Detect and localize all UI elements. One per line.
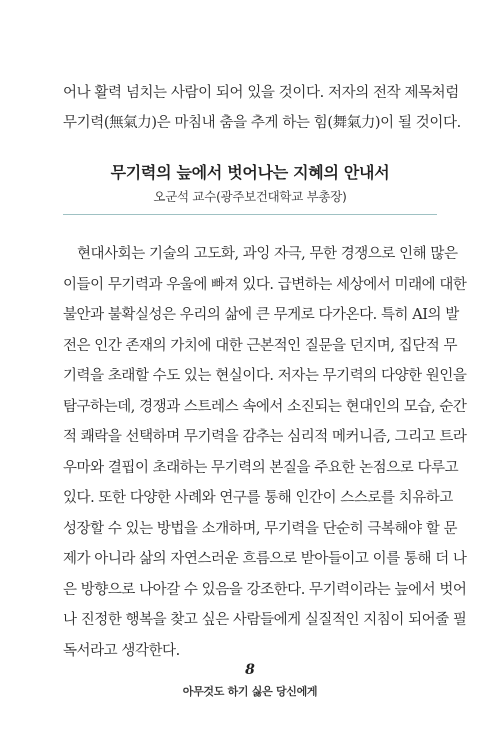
intro-line: 무기력(無氣力)은 마침내 춤을 추게 하는 힘(舞氣力)이 될 것이다. — [63, 115, 461, 131]
body-line: 성장할 수 있는 방법을 소개하며, 무기력을 단순히 극복해야 할 문 — [63, 520, 458, 537]
reviewer-credit: 오군석 교수(광주보건대학교 부총장) — [153, 189, 347, 204]
body-line: 적 쾌락을 선택하며 무기력을 감추는 심리적 메커니즘, 그리고 트라 — [63, 429, 467, 445]
section-divider — [63, 214, 437, 215]
body-line: 이들이 무기력과 우울에 빠져 있다. 급변하는 세상에서 미래에 대한 — [63, 276, 467, 293]
body-line: 현대사회는 기술의 고도화, 과잉 자극, 무한 경쟁으로 인해 많은 — [77, 246, 458, 262]
running-footer-title: 아무것도 하기 싫은 당신에게 — [182, 685, 318, 698]
body-line: 탐구하는데, 경쟁과 스트레스 속에서 소진되는 현대인의 모습, 순간 — [63, 398, 467, 415]
body-line: 나 진정한 행복을 찾고 싶은 사람들에게 실질적인 지침이 되어줄 필 — [63, 612, 467, 628]
body-line: 있다. 또한 다양한 사례와 연구를 통해 인간이 스스로를 치유하고 — [63, 490, 453, 506]
body-line: 불안과 불확실성은 우리의 삶에 큰 무게로 다가온다. 특히 AI의 발 — [63, 307, 459, 323]
body-line: 제가 아니라 삶의 자연스러운 흐름으로 받아들이고 이를 통해 더 나 — [63, 551, 467, 567]
body-line: 기력을 초래할 수도 있는 현실이다. 저자는 무기력의 다양한 원인을 — [63, 368, 467, 384]
body-line: 전은 인간 존재의 가치에 대한 근본적인 질문을 던지며, 집단적 무 — [63, 337, 458, 354]
intro-line: 어나 활력 넘치는 사람이 되어 있을 것이다. 저자의 전작 제목처럼 — [63, 85, 459, 101]
review-body — [63, 239, 467, 666]
body-line: 은 방향으로 나아갈 수 있음을 강조한다. 무기력이라는 늪에서 벗어 — [63, 581, 467, 598]
intro-paragraph — [63, 78, 461, 138]
body-line: 독서라고 생각한다. — [63, 642, 180, 659]
page-number: 8 — [245, 662, 255, 678]
review-title: 무기력의 늪에서 벗어나는 지혜의 안내서 — [110, 163, 390, 182]
body-line: 우마와 결핍이 초래하는 무기력의 본질을 주요한 논점으로 다루고 — [63, 459, 459, 476]
